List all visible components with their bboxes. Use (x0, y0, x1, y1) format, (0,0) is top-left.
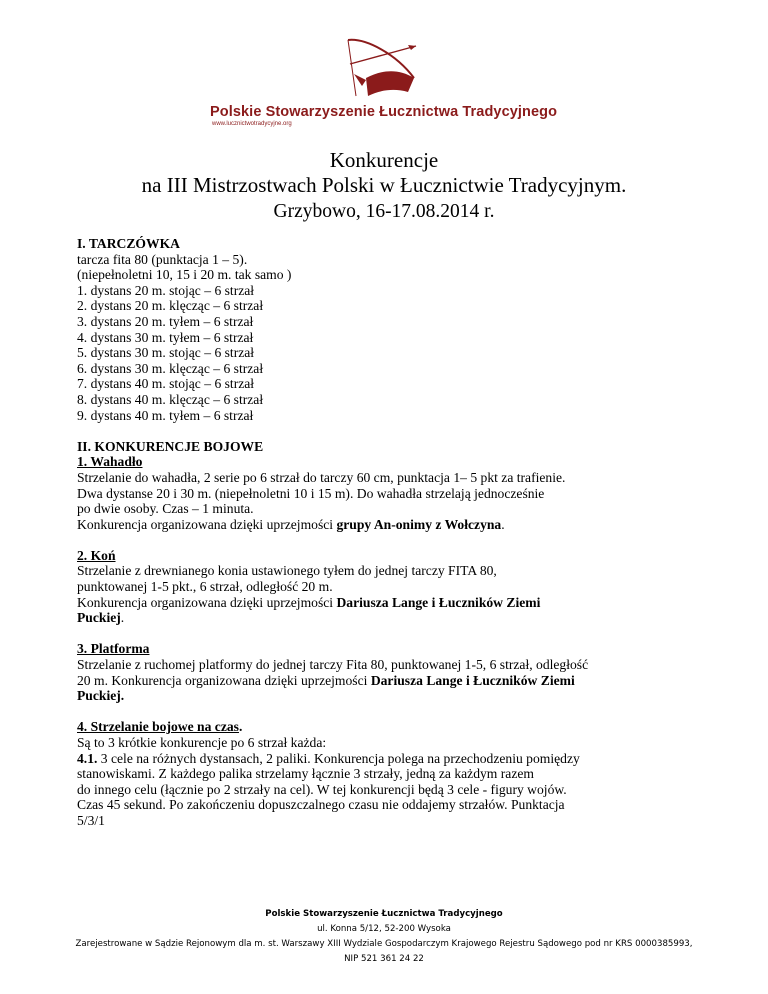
list-item: 6. dystans 30 m. klęcząc – 6 strzał (77, 360, 264, 376)
subsection-title-kon: 2. Koń (77, 547, 116, 563)
footer-org-name: Polskie Stowarzyszenie Łucznictwa Tradycyjnego (265, 909, 503, 919)
list-item: 7. dystans 40 m. stojąc – 6 strzał (77, 376, 255, 392)
organization-url: www.lucznictwotradycyjne.org (212, 121, 292, 127)
subsection-title-strzelanie-na-czas: 4. Strzelanie bojowe na czas. (77, 719, 243, 735)
tarczowka-note: (niepełnoletni 10, 15 i 20 m. tak samo ) (77, 267, 292, 283)
footer-nip: NIP 521 361 24 22 (344, 954, 424, 964)
subsection-title-platforma: 3. Platforma (77, 641, 150, 657)
paragraph-line: 4.1. 3 cele na różnych dystansach, 2 paliki. Konkurencja polega na przechodzeniu pomiędzy (77, 750, 580, 766)
subsection-title-wahadlo: 1. Wahadło (77, 454, 143, 470)
footer-registration: Zarejestrowane w Sądzie Rejonowym dla m. st. Warszawy XIII Wydziale Gospodarczym Krajowego Rejestru Sądowego pod nr KRS 0000385993, (75, 939, 693, 949)
paragraph-line: 5/3/1 (77, 812, 105, 828)
paragraph-line: punktowanej 1-5 pkt., 6 strzał, odległość 20 m. (77, 579, 333, 595)
sponsor-line: Konkurencja organizowana dzięki uprzejmości grupy An-onimy z Wołczyna. (77, 516, 505, 532)
archer-bow-logo-icon (336, 34, 426, 104)
list-item: 5. dystans 30 m. stojąc – 6 strzał (77, 345, 255, 361)
organization-name: Polskie Stowarzyszenie Łucznictwa Tradycyjnego (210, 104, 558, 120)
document-subtitle: na III Mistrzostwach Polski w Łucznictwie Tradycyjnym. (141, 173, 627, 197)
list-item: 1. dystans 20 m. stojąc – 6 strzał (77, 282, 255, 298)
sponsor-line: Konkurencja organizowana dzięki uprzejmości Dariusza Lange i Łuczników Ziemi (77, 594, 541, 610)
paragraph-line: stanowiskami. Z każdego palika strzelamy łącznie 3 strzały, jedną za każdym razem (77, 766, 534, 782)
sponsor-line: 20 m. Konkurencja organizowana dzięki uprzejmości Dariusza Lange i Łuczników Ziemi (77, 672, 575, 688)
list-item: 3. dystans 20 m. tyłem – 6 strzał (77, 313, 254, 329)
list-item: 2. dystans 20 m. klęcząc – 6 strzał (77, 298, 264, 314)
document-title: Konkurencje (329, 148, 439, 172)
paragraph-line: Strzelanie z ruchomej platformy do jednej tarczy Fita 80, punktowanej 1-5, 6 strzał, odległość (77, 657, 589, 673)
paragraph-line: Strzelanie do wahadła, 2 serie po 6 strzał do tarczy 60 cm, punktacja 1– 5 pkt za trafienie. (77, 469, 566, 485)
footer-address: ul. Konna 5/12, 52-200 Wysoka (317, 924, 451, 934)
paragraph-line: do innego celu (łącznie po 2 strzały na cel). W tej konkurencji będą 3 cele - figury wojów. (77, 781, 567, 797)
list-item: 4. dystans 30 m. tyłem – 6 strzał (77, 329, 254, 345)
sponsor-line: Puckiej. (77, 688, 125, 704)
section-heading-konkurencje-bojowe: II. KONKURENCJE BOJOWE (77, 438, 264, 454)
paragraph-line: po dwie osoby. Czas – 1 minuta. (77, 501, 254, 517)
page-footer (0, 907, 768, 967)
document-body (77, 236, 697, 829)
paragraph-line: Czas 45 sekund. Po zakończeniu dopuszczalnego czasu nie oddajemy strzałów. Punktacja (77, 797, 565, 813)
paragraph-line: Dwa dystanse 20 i 30 m. (niepełnoletni 10 i 15 m). Do wahadła strzelają jednocześnie (77, 485, 545, 501)
list-item: 8. dystans 40 m. klęcząc – 6 strzał (77, 391, 264, 407)
event-place-date: Grzybowo, 16-17.08.2014 r. (273, 201, 495, 222)
paragraph-line: Są to 3 krótkie konkurencje po 6 strzał każda: (77, 735, 327, 750)
paragraph-line: Strzelanie z drewnianego konia ustawionego tyłem do jednej tarczy FITA 80, (77, 563, 497, 579)
list-item: 9. dystans 40 m. tyłem – 6 strzał (77, 407, 254, 423)
sponsor-line: Puckiej. (77, 610, 125, 626)
tarczowka-intro: tarcza fita 80 (punktacja 1 – 5). (77, 251, 248, 267)
section-heading-tarczowka: I. TARCZÓWKA (77, 236, 180, 251)
